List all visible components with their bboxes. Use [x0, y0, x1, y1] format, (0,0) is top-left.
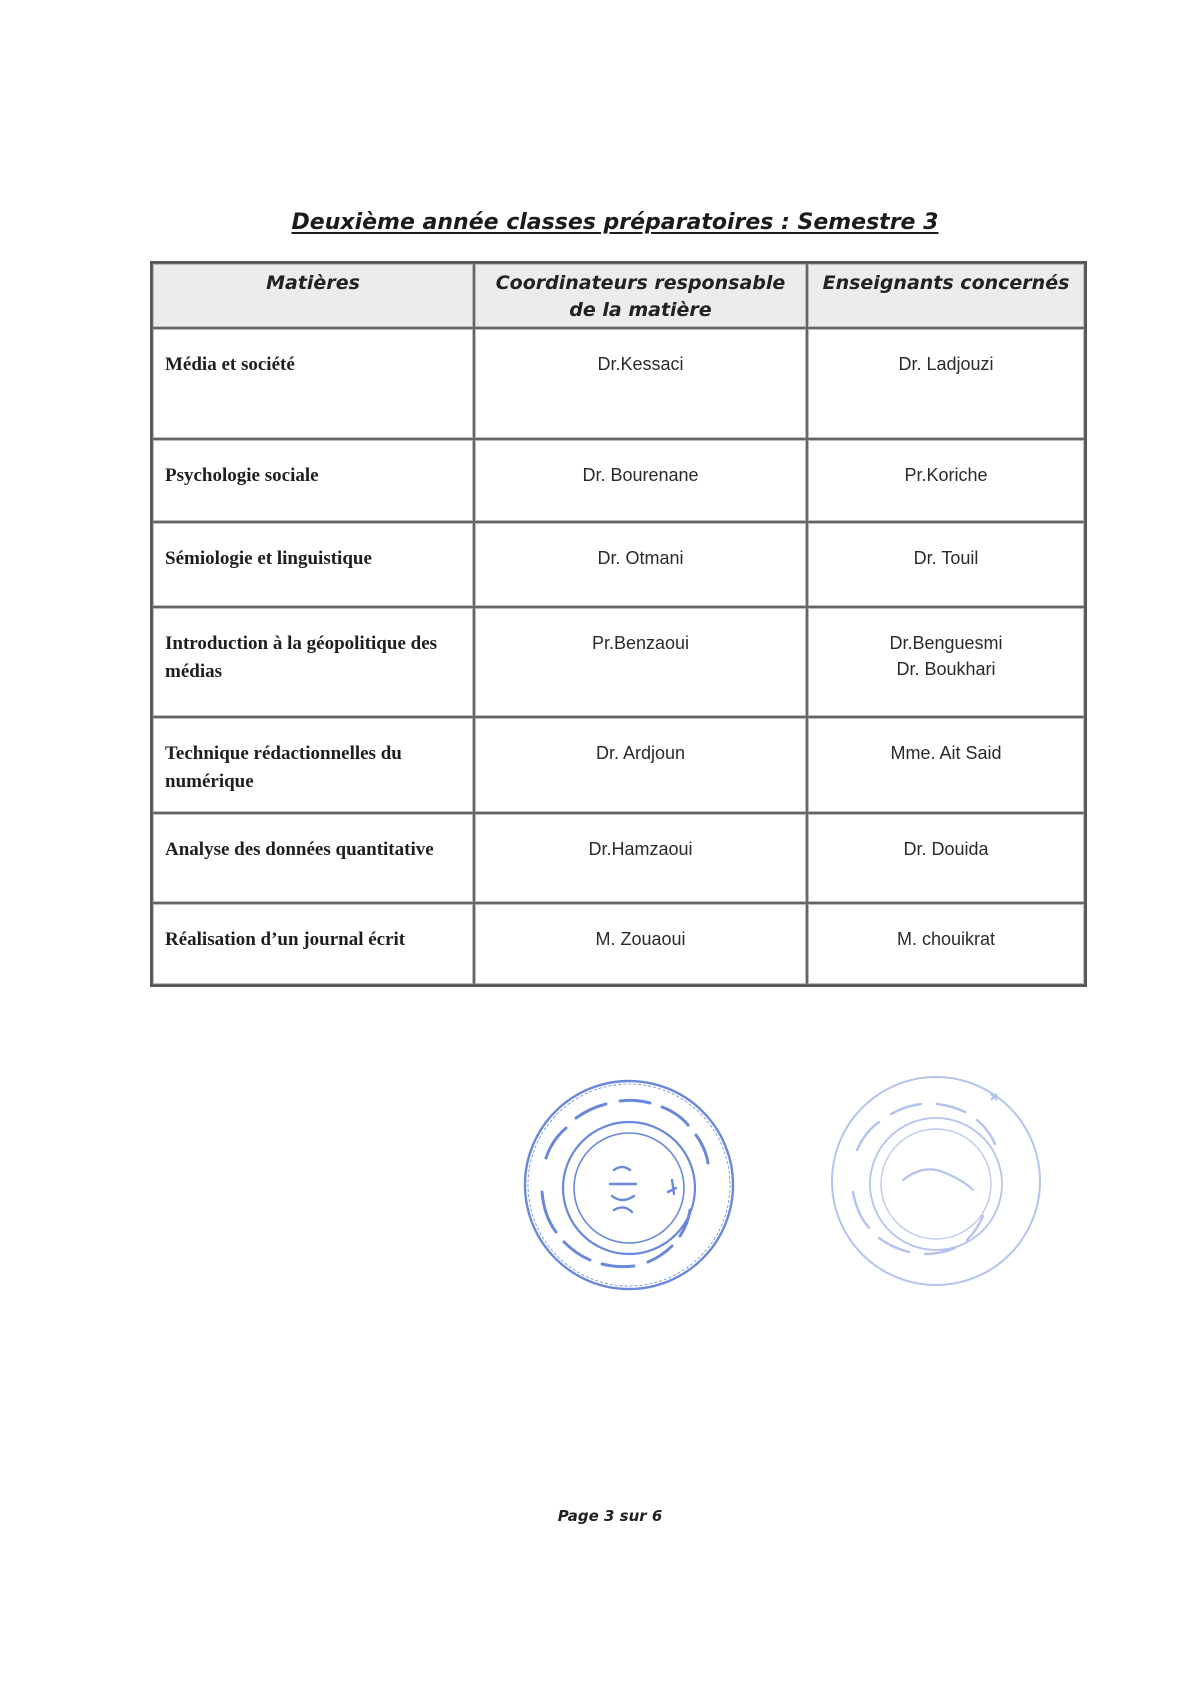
teacher-name: Dr. Ladjouzi — [898, 354, 994, 375]
teachers-cell — [807, 439, 1085, 522]
table-row — [152, 717, 1085, 813]
teachers-cell — [807, 522, 1085, 607]
table-row — [152, 903, 1085, 985]
table-header-row — [152, 263, 1085, 328]
teacher-name: Dr. Touil — [913, 548, 979, 569]
teachers-cell — [807, 328, 1085, 439]
table-row — [152, 522, 1085, 607]
table-row — [152, 439, 1085, 522]
table-row — [152, 813, 1085, 903]
coordinator-cell: Pr.Benzaoui — [474, 607, 807, 717]
subject-cell: Sémiologie et linguistique — [152, 522, 474, 607]
coordinator-cell: Dr.Kessaci — [474, 328, 807, 439]
table-row — [152, 607, 1085, 717]
teachers-cell — [807, 607, 1085, 717]
subject-cell: Psychologie sociale — [152, 439, 474, 522]
teacher-name: Mme. Ait Said — [890, 743, 1002, 764]
subject-cell: Média et société — [152, 328, 474, 439]
teacher-name: M. chouikrat — [896, 929, 996, 950]
subject-cell: Introduction à la géopolitique des médias — [152, 607, 474, 717]
header-enseignants: Enseignants concernés — [807, 263, 1085, 328]
coordinator-cell: Dr. Otmani — [474, 522, 807, 607]
coordinator-cell: Dr. Ardjoun — [474, 717, 807, 813]
teachers-cell — [807, 717, 1085, 813]
page-title: Deuxième année classes préparatoires : Semestre 3 — [291, 210, 939, 235]
school-seal-stamp-faded — [823, 1068, 1049, 1294]
coordinator-cell: Dr.Hamzaoui — [474, 813, 807, 903]
coordinator-cell: Dr. Bourenane — [474, 439, 807, 522]
teacher-name: Dr. Douida — [903, 839, 989, 860]
teacher-name: Dr.Benguesmi — [889, 633, 1003, 654]
teachers-cell — [807, 813, 1085, 903]
subjects-table — [150, 261, 1087, 987]
subject-cell: Analyse des données quantitative — [152, 813, 474, 903]
coordinator-cell: M. Zouaoui — [474, 903, 807, 985]
subject-cell: Réalisation d’un journal écrit — [152, 903, 474, 985]
subject-cell: Technique rédactionnelles du numérique — [152, 717, 474, 813]
header-coordinateurs: Coordinateurs responsable de la matière — [474, 263, 807, 328]
teacher-name: Pr.Koriche — [904, 465, 988, 486]
header-matieres: Matières — [152, 263, 474, 328]
school-seal-stamp — [516, 1072, 742, 1298]
teacher-name: Dr. Boukhari — [896, 659, 996, 680]
page-number: Page 3 sur 6 — [557, 1507, 663, 1525]
teachers-cell — [807, 903, 1085, 985]
table-row — [152, 328, 1085, 439]
